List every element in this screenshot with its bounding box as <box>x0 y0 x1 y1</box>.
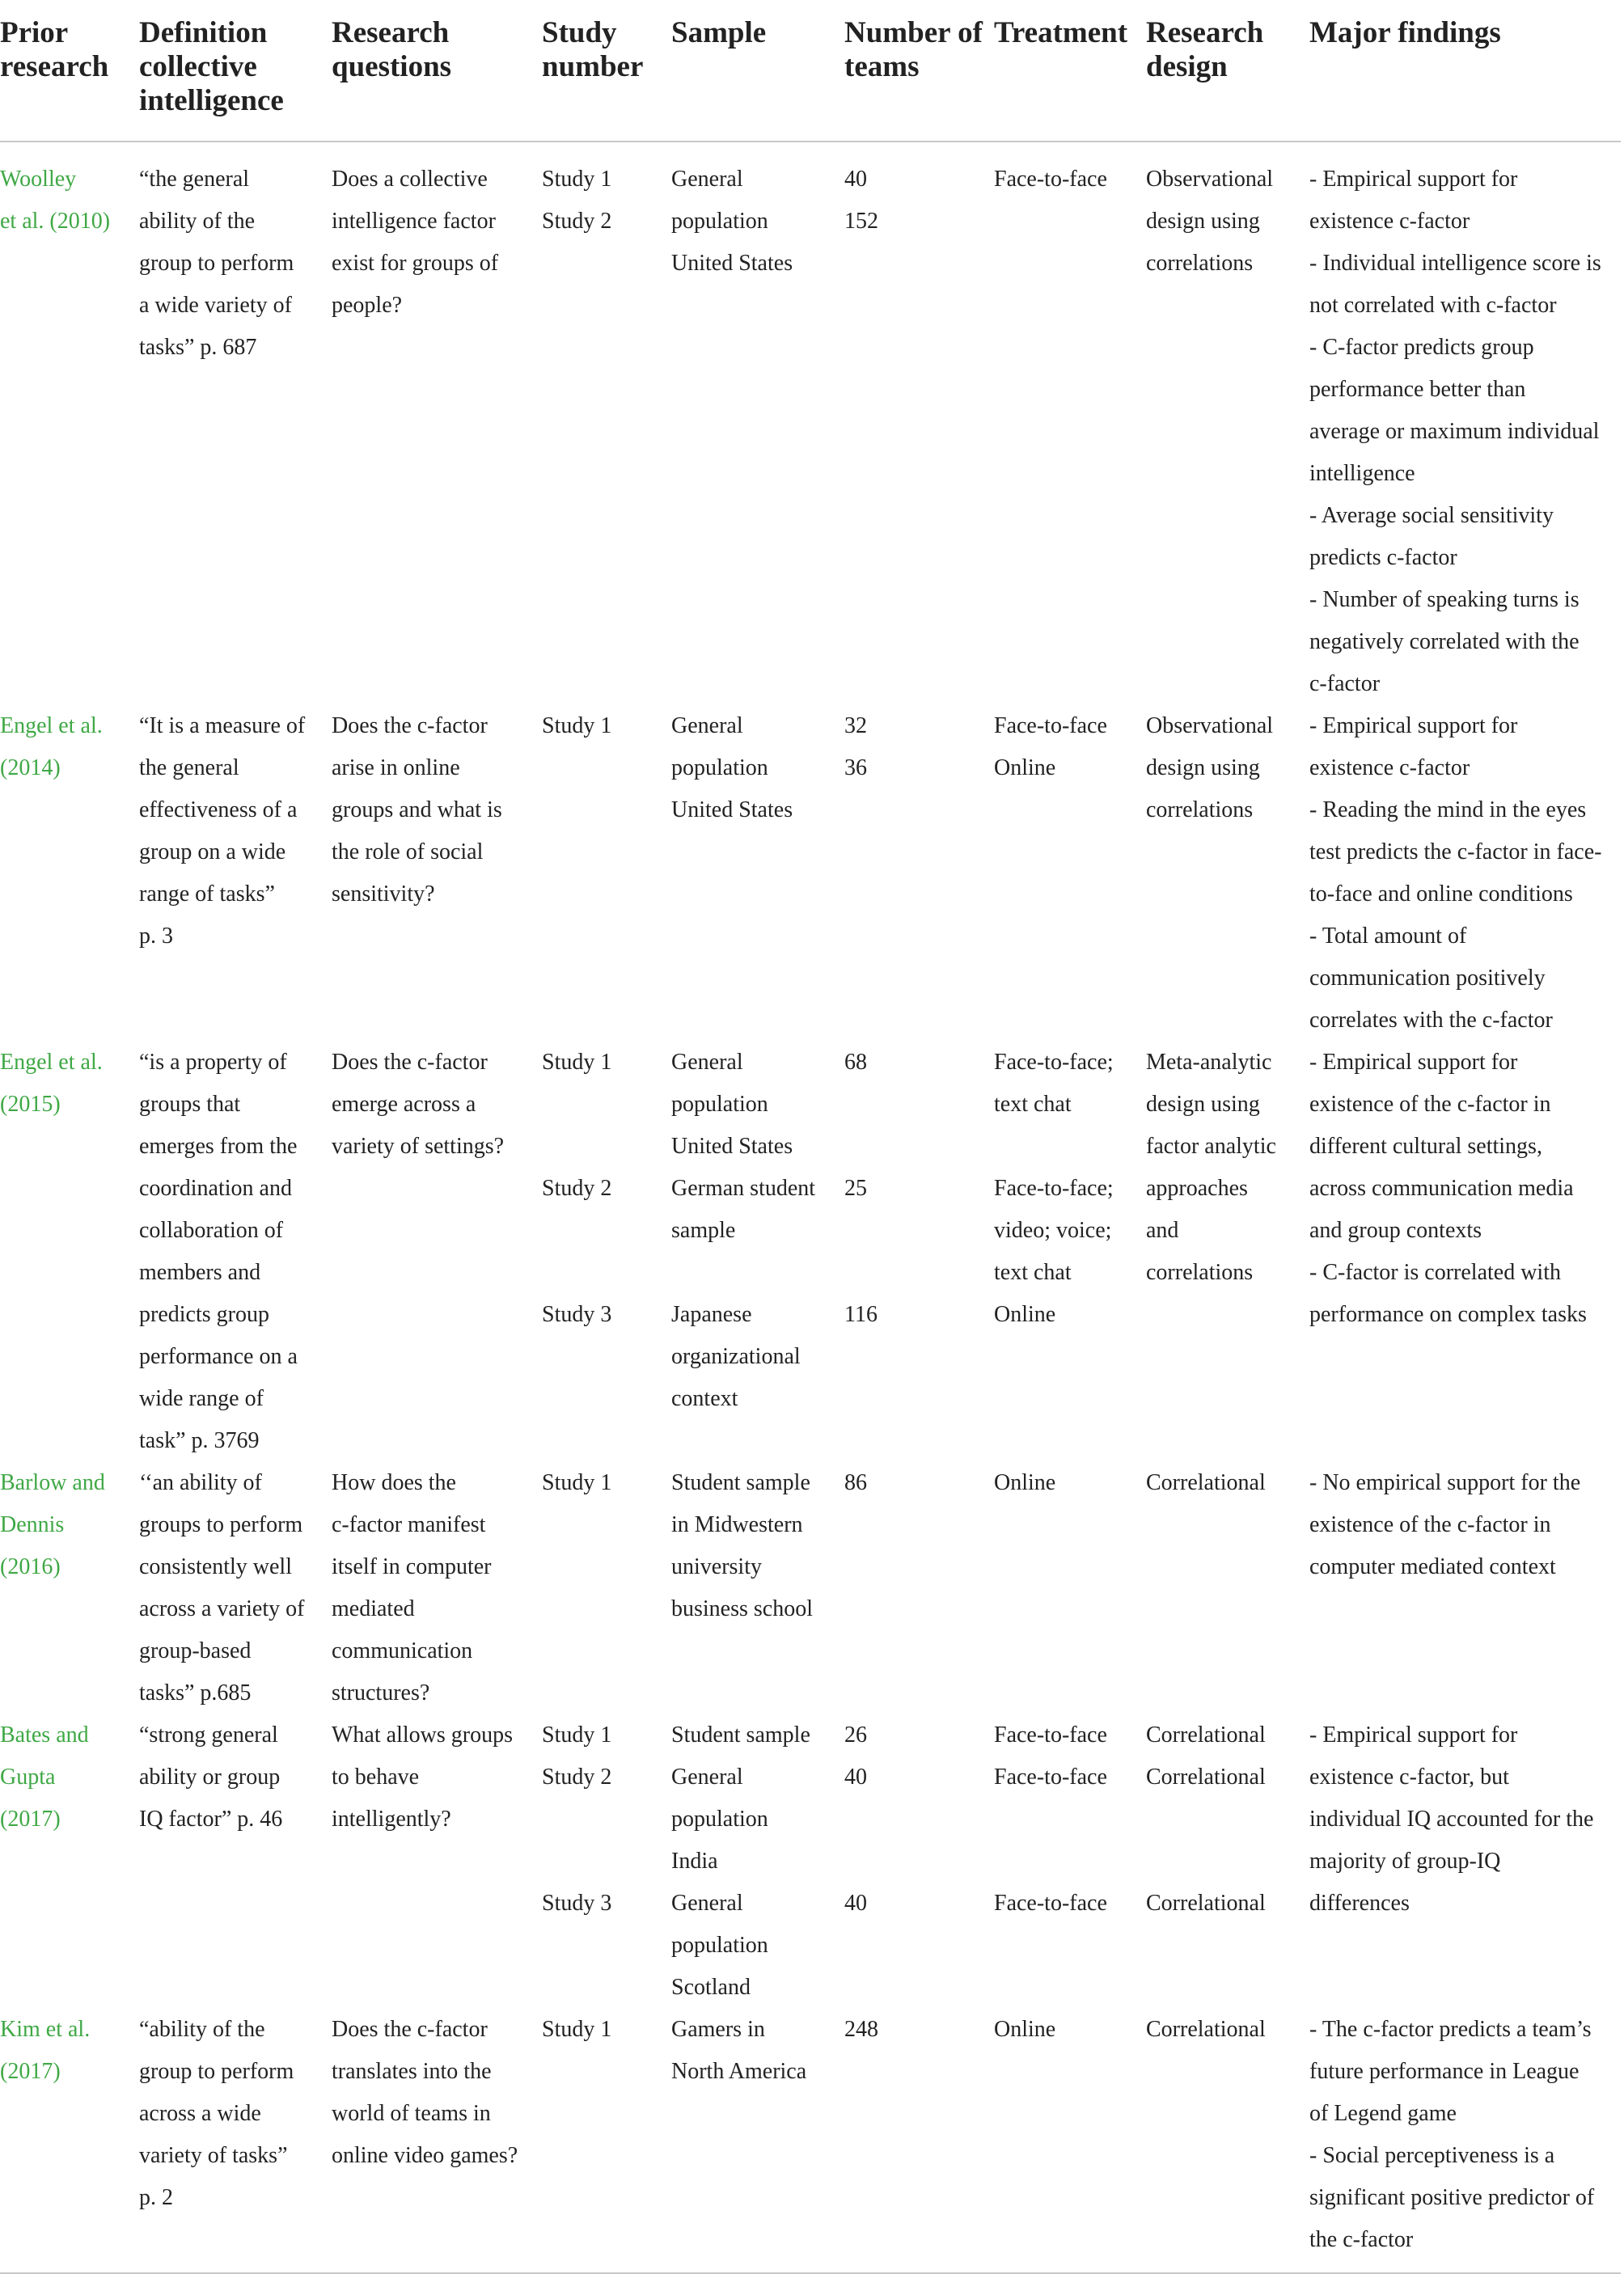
cell-line: organizational <box>671 1344 801 1369</box>
cell-line: Observational <box>1146 167 1274 192</box>
cell-line: German student <box>671 1176 816 1201</box>
cell-line: arise in online <box>332 755 460 780</box>
cell-line: - Empirical support for <box>1309 713 1518 738</box>
cell-line: world of teams in <box>332 2101 491 2126</box>
number-of-teams-cell <box>844 1714 994 2009</box>
cell-line: Face-to-face <box>994 1891 1107 1916</box>
cell-line: - Number of speaking turns is <box>1309 587 1580 612</box>
cell-line: structures? <box>332 1680 430 1706</box>
cell-line: online video games? <box>332 2143 518 2168</box>
cell-line: Correlational <box>1146 1470 1266 1495</box>
cell-line: the role of social <box>332 839 484 864</box>
cell-line: Study 2 <box>542 1765 612 1790</box>
cell-line: How does the <box>332 1470 456 1495</box>
cell-line: intelligence <box>1309 461 1415 486</box>
cell-line: negatively correlated with the <box>1309 629 1580 654</box>
cell-line: range of tasks” <box>139 881 275 907</box>
cell-line: 248 <box>844 2017 878 2042</box>
cell-line: 32 <box>844 713 867 738</box>
cell-line: group-based <box>139 1638 252 1663</box>
line-spacer <box>994 1126 1136 1168</box>
cell-line: Study 2 <box>542 1176 612 1201</box>
cell-line: Face-to-face <box>994 713 1107 738</box>
cell-line: Engel et al. <box>0 713 103 738</box>
line-spacer <box>844 1126 984 1168</box>
cell-line: test predicts the c-factor in face- <box>1309 839 1602 864</box>
cell-line: Japanese <box>671 1302 752 1327</box>
cell-line: Study 3 <box>542 1302 612 1327</box>
cell-line: p. 3 <box>139 924 173 949</box>
prior-research-cell <box>0 1042 139 1462</box>
study-number-cell <box>542 1042 671 1462</box>
cell-line: sensitivity? <box>332 881 435 907</box>
research-questions-cell <box>332 142 542 705</box>
cell-line: Bates and <box>0 1722 89 1748</box>
cell-line: Online <box>994 1302 1056 1327</box>
cell-line: sample <box>671 1218 736 1243</box>
cell-line: existence of the c-factor in <box>1309 1512 1551 1537</box>
cell-line: Correlational <box>1146 1722 1266 1748</box>
cell-line: Gupta <box>0 1765 56 1790</box>
line-spacer <box>844 1210 984 1252</box>
cell-line: to behave <box>332 1765 420 1790</box>
header-treatment: Treatment <box>994 0 1146 142</box>
cell-line: collaboration of <box>139 1218 284 1243</box>
table-row <box>0 1462 1621 1714</box>
cell-line: Does a collective <box>332 167 488 192</box>
line-spacer <box>542 1798 662 1841</box>
cell-line: members and <box>139 1260 261 1285</box>
prior-research-cell <box>0 705 139 1042</box>
line-spacer <box>844 1798 984 1841</box>
cell-line: variety of tasks” <box>139 2143 288 2168</box>
study-number-cell <box>542 1714 671 2009</box>
cell-line: design using <box>1146 755 1260 780</box>
cell-line: Kim et al. <box>0 2017 91 2042</box>
cell-line: tasks” p. 687 <box>139 335 257 360</box>
cell-line: different cultural settings, <box>1309 1134 1542 1159</box>
cell-line: consistently well <box>139 1554 292 1579</box>
cell-line: across a variety of <box>139 1596 305 1621</box>
cell-line: - The c-factor predicts a team’s <box>1309 2017 1592 2042</box>
cell-line: “strong general <box>139 1722 278 1748</box>
study-number-cell <box>542 705 671 1042</box>
cell-line: population <box>671 1807 768 1832</box>
cell-line: people? <box>332 293 403 318</box>
cell-line: Does the c-factor <box>332 1050 488 1075</box>
cell-line: tasks” p.685 <box>139 1680 252 1706</box>
cell-line: Woolley <box>0 167 77 192</box>
cell-line: - C-factor is correlated with <box>1309 1260 1561 1285</box>
definition-cell <box>139 705 332 1042</box>
research-design-cell <box>1146 142 1309 705</box>
cell-line: Study 3 <box>542 1891 612 1916</box>
number-of-teams-cell <box>844 142 994 705</box>
header-research-design: Research design <box>1146 0 1309 142</box>
cell-line: significant positive predictor of <box>1309 2185 1595 2210</box>
cell-line: future performance in League <box>1309 2059 1580 2084</box>
cell-line: intelligence factor <box>332 209 496 234</box>
cell-line: 116 <box>844 1302 878 1327</box>
cell-line: individual IQ accounted for the <box>1309 1807 1594 1832</box>
cell-line: correlations <box>1146 251 1254 276</box>
research-design-cell <box>1146 1714 1309 2009</box>
major-findings-cell <box>1309 705 1621 1042</box>
cell-line: 86 <box>844 1470 867 1495</box>
cell-line: “ability of the <box>139 2017 265 2042</box>
cell-line: communication positively <box>1309 966 1546 991</box>
cell-line: 26 <box>844 1722 867 1748</box>
cell-line: Does the c-factor <box>332 2017 488 2042</box>
header-definition: Definition collective intelligence <box>139 0 332 142</box>
cell-line: translates into the <box>332 2059 492 2084</box>
cell-line: (2015) <box>0 1092 61 1117</box>
cell-line: Correlational <box>1146 2017 1266 2042</box>
cell-line: task” p. 3769 <box>139 1428 260 1453</box>
line-spacer <box>844 1084 984 1126</box>
number-of-teams-cell <box>844 1462 994 1714</box>
sample-cell <box>671 1042 844 1462</box>
header-row <box>0 0 1621 142</box>
cell-line: Student sample <box>671 1722 810 1748</box>
cell-line: Engel et al. <box>0 1050 103 1075</box>
cell-line: and <box>1146 1218 1179 1243</box>
cell-line: Correlational <box>1146 1891 1266 1916</box>
cell-line: Online <box>994 755 1056 780</box>
cell-line: population <box>671 1092 768 1117</box>
cell-line: Barlow and <box>0 1470 105 1495</box>
cell-line: ability or group <box>139 1765 281 1790</box>
study-number-cell <box>542 142 671 705</box>
cell-line: c-factor manifest <box>332 1512 486 1537</box>
cell-line: Online <box>994 2017 1056 2042</box>
cell-line: exist for groups of <box>332 251 499 276</box>
cell-line: Does the c-factor <box>332 713 488 738</box>
treatment-cell <box>994 1714 1146 2009</box>
cell-line: North America <box>671 2059 807 2084</box>
table-row <box>0 1714 1621 2009</box>
cell-line: 152 <box>844 209 878 234</box>
cell-line: computer mediated context <box>1309 1554 1556 1579</box>
cell-line: Observational <box>1146 713 1274 738</box>
cell-line: What allows groups <box>332 1722 513 1748</box>
cell-line: (2016) <box>0 1554 61 1579</box>
cell-line: text chat <box>994 1260 1072 1285</box>
cell-line: c-factor <box>1309 671 1381 696</box>
cell-line: approaches <box>1146 1176 1248 1201</box>
line-spacer <box>994 1841 1136 1883</box>
cell-line: General <box>671 1050 743 1075</box>
research-questions-cell <box>332 705 542 1042</box>
cell-line: correlates with the c-factor <box>1309 1008 1553 1033</box>
cell-line: Study 1 <box>542 1050 612 1075</box>
cell-line: the c-factor <box>1309 2227 1414 2252</box>
line-spacer <box>844 1841 984 1883</box>
cell-line: - Reading the mind in the eyes <box>1309 797 1587 822</box>
cell-line: United States <box>671 1134 793 1159</box>
cell-line: majority of group-IQ <box>1309 1849 1501 1874</box>
research-questions-cell <box>332 1042 542 1462</box>
definition-cell <box>139 1042 332 1462</box>
cell-line: General <box>671 713 743 738</box>
cell-line: United States <box>671 251 793 276</box>
prior-research-cell <box>0 142 139 705</box>
research-design-cell <box>1146 1462 1309 1714</box>
sample-cell <box>671 2009 844 2273</box>
line-spacer <box>1146 1841 1300 1883</box>
cell-line: in Midwestern <box>671 1512 803 1537</box>
cell-line: Correlational <box>1146 1765 1266 1790</box>
cell-line: 40 <box>844 167 867 192</box>
research-questions-cell <box>332 1714 542 2009</box>
cell-line: (2014) <box>0 755 61 780</box>
cell-line: General <box>671 1891 743 1916</box>
research-design-cell <box>1146 705 1309 1042</box>
line-spacer <box>844 1252 984 1294</box>
treatment-cell <box>994 1462 1146 1714</box>
cell-line: - No empirical support for the <box>1309 1470 1581 1495</box>
cell-line: 40 <box>844 1765 867 1790</box>
cell-line: population <box>671 209 768 234</box>
cell-line: of Legend game <box>1309 2101 1457 2126</box>
header-prior-research: Prior research <box>0 0 139 142</box>
treatment-cell <box>994 142 1146 705</box>
sample-cell <box>671 142 844 705</box>
cell-line: performance on complex tasks <box>1309 1302 1587 1327</box>
cell-line: and group contexts <box>1309 1218 1482 1243</box>
header-major-findings: Major findings <box>1309 0 1621 142</box>
cell-line: factor analytic <box>1146 1134 1276 1159</box>
cell-line: population <box>671 1933 768 1958</box>
cell-line: itself in computer <box>332 1554 492 1579</box>
cell-line: Gamers in <box>671 2017 765 2042</box>
cell-line: “is a property of <box>139 1050 287 1075</box>
cell-line: across communication media <box>1309 1176 1574 1201</box>
cell-line: United States <box>671 797 793 822</box>
cell-line: ‘‘an ability of <box>139 1470 262 1495</box>
line-spacer <box>542 1252 662 1294</box>
definition-cell <box>139 1714 332 2009</box>
cell-line: group to perform <box>139 2059 294 2084</box>
table-body <box>0 142 1621 2273</box>
table-row <box>0 705 1621 1042</box>
cell-line: average or maximum individual <box>1309 419 1600 444</box>
cell-line: Study 2 <box>542 209 612 234</box>
cell-line: emerge across a <box>332 1092 476 1117</box>
cell-line: - C-factor predicts group <box>1309 335 1534 360</box>
cell-line: not correlated with c-factor <box>1309 293 1557 318</box>
cell-line: Online <box>994 1470 1056 1495</box>
cell-line: group on a wide <box>139 839 286 864</box>
cell-line: - Empirical support for <box>1309 167 1518 192</box>
research-questions-cell <box>332 2009 542 2273</box>
research-questions-cell <box>332 1462 542 1714</box>
cell-line: existence c-factor <box>1309 209 1470 234</box>
cell-line: university <box>671 1554 762 1579</box>
cell-line: performance better than <box>1309 377 1526 402</box>
header-research-questions: Research questions <box>332 0 542 142</box>
cell-line: “It is a measure of <box>139 713 306 738</box>
cell-line: - Total amount of <box>1309 924 1467 949</box>
cell-line: Face-to-face; <box>994 1050 1114 1075</box>
cell-line: “the general <box>139 167 250 192</box>
major-findings-cell <box>1309 1042 1621 1462</box>
cell-line: predicts c-factor <box>1309 545 1457 570</box>
table-row <box>0 2009 1621 2273</box>
cell-line: India <box>671 1849 718 1874</box>
cell-line: groups and what is <box>332 797 502 822</box>
cell-line: groups that <box>139 1092 241 1117</box>
cell-line: groups to perform <box>139 1512 303 1537</box>
research-design-cell <box>1146 1042 1309 1462</box>
cell-line: coordination and <box>139 1176 292 1201</box>
cell-line: to-face and online conditions <box>1309 881 1573 907</box>
cell-line: existence of the c-factor in <box>1309 1092 1551 1117</box>
line-spacer <box>542 1841 662 1883</box>
major-findings-cell <box>1309 142 1621 705</box>
cell-line: Study 1 <box>542 167 612 192</box>
cell-line: (2017) <box>0 1807 61 1832</box>
cell-line: et al. (2010) <box>0 209 111 234</box>
cell-line: context <box>671 1386 738 1411</box>
cell-line: design using <box>1146 1092 1260 1117</box>
cell-line: text chat <box>994 1092 1072 1117</box>
cell-line: Meta-analytic <box>1146 1050 1272 1075</box>
cell-line: emerges from the <box>139 1134 298 1159</box>
line-spacer <box>542 1126 662 1168</box>
header-sample: Sample <box>671 0 844 142</box>
cell-line: group to perform <box>139 251 294 276</box>
cell-line: correlations <box>1146 1260 1254 1285</box>
cell-line: wide range of <box>139 1386 264 1411</box>
definition-cell <box>139 2009 332 2273</box>
cell-line: - Empirical support for <box>1309 1722 1518 1748</box>
major-findings-cell <box>1309 2009 1621 2273</box>
cell-line: across a wide <box>139 2101 261 2126</box>
cell-line: General <box>671 1765 743 1790</box>
cell-line: IQ factor” p. 46 <box>139 1807 283 1832</box>
number-of-teams-cell <box>844 1042 994 1462</box>
cell-line: 36 <box>844 755 867 780</box>
line-spacer <box>1146 1798 1300 1841</box>
cell-line: predicts group <box>139 1302 269 1327</box>
header-study-number: Study number <box>542 0 671 142</box>
cell-line: existence c-factor, but <box>1309 1765 1509 1790</box>
cell-line: Face-to-face <box>994 1765 1107 1790</box>
sample-cell <box>671 705 844 1042</box>
cell-line: business school <box>671 1596 813 1621</box>
cell-line: Study 1 <box>542 1722 612 1748</box>
prior-research-cell <box>0 1714 139 2009</box>
study-number-cell <box>542 1462 671 1714</box>
cell-line: mediated <box>332 1596 415 1621</box>
cell-line: Study 1 <box>542 713 612 738</box>
research-design-cell <box>1146 2009 1309 2273</box>
cell-line: Scotland <box>671 1975 751 2000</box>
cell-line: Face-to-face <box>994 167 1107 192</box>
number-of-teams-cell <box>844 2009 994 2273</box>
cell-line: Study 1 <box>542 2017 612 2042</box>
prior-research-cell <box>0 2009 139 2273</box>
cell-line: p. 2 <box>139 2185 173 2210</box>
cell-line: (2017) <box>0 2059 61 2084</box>
cell-line: communication <box>332 1638 473 1663</box>
number-of-teams-cell <box>844 705 994 1042</box>
cell-line: 40 <box>844 1891 867 1916</box>
sample-cell <box>671 1462 844 1714</box>
major-findings-cell <box>1309 1714 1621 2009</box>
definition-cell <box>139 1462 332 1714</box>
cell-line: - Social perceptiveness is a <box>1309 2143 1555 2168</box>
cell-line: effectiveness of a <box>139 797 298 822</box>
treatment-cell <box>994 1042 1146 1462</box>
cell-line: variety of settings? <box>332 1134 505 1159</box>
cell-line: ability of the <box>139 209 256 234</box>
cell-line: Face-to-face; <box>994 1176 1114 1201</box>
study-number-cell <box>542 2009 671 2273</box>
cell-line: performance on a <box>139 1344 298 1369</box>
cell-line: design using <box>1146 209 1260 234</box>
cell-line: a wide variety of <box>139 293 292 318</box>
cell-line: 68 <box>844 1050 867 1075</box>
cell-line: population <box>671 755 768 780</box>
sample-cell <box>671 1714 844 2009</box>
table-row <box>0 142 1621 705</box>
cell-line: - Average social sensitivity <box>1309 503 1554 528</box>
cell-line: Dennis <box>0 1512 65 1537</box>
line-spacer <box>542 1084 662 1126</box>
cell-line: the general <box>139 755 239 780</box>
cell-line: 25 <box>844 1176 867 1201</box>
cell-line: General <box>671 167 743 192</box>
cell-line: existence c-factor <box>1309 755 1470 780</box>
cell-line: - Empirical support for <box>1309 1050 1518 1075</box>
treatment-cell <box>994 705 1146 1042</box>
definition-cell <box>139 142 332 705</box>
cell-line: differences <box>1309 1891 1410 1916</box>
cell-line: - Individual intelligence score is <box>1309 251 1601 276</box>
cell-line: Study 1 <box>542 1470 612 1495</box>
cell-line: intelligently? <box>332 1807 451 1832</box>
line-spacer <box>542 1210 662 1252</box>
cell-line: video; voice; <box>994 1218 1112 1243</box>
line-spacer <box>994 1798 1136 1841</box>
line-spacer <box>671 1252 835 1294</box>
header-number-of-teams: Number of teams <box>844 0 994 142</box>
major-findings-cell <box>1309 1462 1621 1714</box>
table-row <box>0 1042 1621 1462</box>
cell-line: correlations <box>1146 797 1254 822</box>
cell-line: Student sample <box>671 1470 810 1495</box>
prior-research-cell <box>0 1462 139 1714</box>
treatment-cell <box>994 2009 1146 2273</box>
cell-line: Face-to-face <box>994 1722 1107 1748</box>
